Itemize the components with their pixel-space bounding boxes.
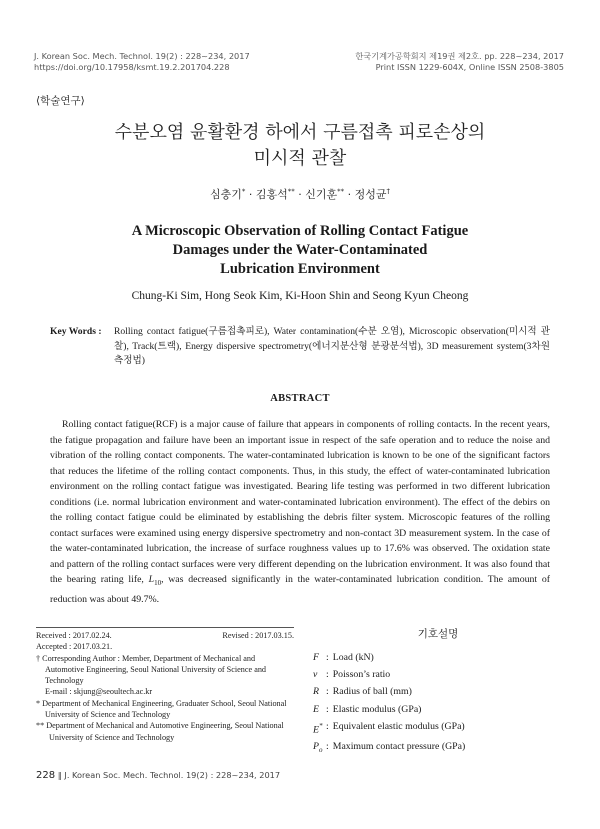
symbol-separator: : [326,652,329,663]
symbol-subscript: o [318,746,323,755]
symbol: E [313,703,319,715]
author-separator: · [248,188,253,201]
english-authors: Chung-Ki Sim, Hong Seok Kim, Ki-Hoon Shin and Seong Kyun Cheong [131,290,469,302]
received-date: Received : 2017.02.24. [36,631,112,640]
symbol-description: Elastic modulus (GPa) [332,703,422,715]
affiliation-2: ** Department of Mechanical and Automotive Engineering, Seoul National University of Science and Technology [36,721,284,742]
nomenclature-heading: 기호설명 [417,628,459,640]
abstract-body [50,417,550,608]
symbol-superscript: * [318,721,323,730]
author-mark: ** [337,187,345,196]
abstract-heading: ABSTRACT [270,393,330,404]
journal-citation-korean: 한국기계가공학회지 제19권 제2호. pp. 228~234, 2017 [355,51,564,61]
page-number: 228 [36,770,56,781]
symbol-separator: : [326,741,329,753]
keywords-label: Key Words : [50,326,102,337]
footnotes [36,630,294,743]
footnote-divider [36,627,294,628]
journal-citation: J. Korean Soc. Mech. Technol. 19(2) : 228~234, 2017 [34,51,250,61]
symbol [313,718,326,738]
symbol-description: Radius of ball (mm) [332,686,412,698]
korean-title-line1: 수분오염 윤활환경 하에서 구름접촉 피로손상의 [114,122,486,143]
rating-life-subscript: 10 [154,579,162,588]
korean-title-line2: 미시적 관찰 [253,148,347,169]
email[interactable]: E-mail : skjung@seoultech.ac.kr [45,687,153,697]
author-mark: * [241,187,246,196]
author-mark: † [386,187,391,196]
symbol-description: Maximum contact pressure (GPa) [332,741,466,753]
symbol-description: Load (kN) [332,652,374,663]
nomenclature-item [313,683,573,700]
symbol-separator: : [326,669,329,681]
affiliation-1: * Department of Mechanical Engineering, Graduater School, Seoul National University of Science and Technology [36,698,287,720]
nomenclature-item [313,649,573,666]
revised-date: Revised : 2017.03.15. [222,631,294,640]
rating-life-symbol: L [148,574,155,586]
author-name: 김홍석 [255,188,288,201]
keywords-text: Rolling contact fatigue(구름접촉피로), Water contamination(수분 오염), Microscopic observation(미시적 관찰), Track(트랙), Energy dispersive spectrometry(에너지분산형 분광분석법), 3D measurement system(3차원 측정법) [114,326,550,367]
keywords-block [50,325,550,369]
author-separator: · [298,188,302,201]
page-footer [36,770,280,781]
symbol: ν [313,669,318,681]
footer-separator: ‖ [57,770,62,780]
symbol-base: P [313,741,319,753]
symbol-separator: : [326,686,329,698]
abstract-text-end: , was decreased significantly in the water-contaminated lubrication condition. The amount of reduction was about 49.7%. [50,574,550,605]
author-name: 심충기 [209,188,242,201]
korean-authors [0,186,600,202]
author-mark: ** [287,187,295,196]
english-title-line1: A Microscopic Observation of Rolling Contact Fatigue [131,223,469,239]
nomenclature-item [313,666,573,683]
korean-title [0,120,600,172]
symbol-separator: : [326,720,329,732]
article-category: ⟨학술연구⟩ [36,95,85,107]
author-separator: · [347,188,352,201]
symbol-separator: : [326,703,329,715]
author-name: 정성균 [354,188,387,201]
corresponding-author: † Corresponding Author : Member, Department of Mechanical and Automotive Engineering, Seoul National University of Science and Technology [36,653,267,686]
english-title-line3: Lubrication Environment [220,261,380,277]
nomenclature-item [313,701,573,718]
footer-citation: J. Korean Soc. Mech. Technol. 19(2) : 228~234, 2017 [64,770,281,780]
english-title [0,222,600,279]
issn-info: Print ISSN 1229-604X, Online ISSN 2508-3805 [375,62,564,72]
english-title-line2: Damages under the Water-Contaminated [172,242,428,258]
nomenclature-item [313,738,573,759]
nomenclature-item [313,718,573,738]
nomenclature-list [313,649,573,759]
symbol: R [313,686,319,698]
running-header-right [355,51,564,73]
received-revised-row [36,630,294,641]
symbol: F [313,652,319,663]
symbol [313,738,326,759]
author-name: 신기훈 [305,188,338,201]
abstract-text: Rolling contact fatigue(RCF) is a major cause of failure that appears in components of rolling contacts. In the recent years, the fatigue propagation and failure have been an important issue in respect of the safe operation and to reduce the noise and vibration of the rolling contact components. The water-contaminated lubrication is known to be one of the significant factors that reduces the lifetime of the rolling contact components. Thus, in this study, the effect of water-contaminated lubrication environment on the rolling contact fatigue was investigated. Bearing life testing was performed in two different lubrication conditions (i.e. normal lubrication environment and water-contaminated lubrication environment). The effect of the debirs on the rolling contact fatigue could be eliminated by establishing the debris filter system. Microscopic features of the rolling contact surfaces were examined using energy dispersive spectrometry and non-contact 3D measurement system. In the case of the water-contaminated lubrication, the increase of surface roughness values up to 17.6% was observed. The oxidation state and pattern of the rolling contact surfaces were very different depending on the lubrication environment. It was also found that the bearing rating life, [50,419,550,586]
running-header-left [34,51,250,73]
symbol-base: E [313,724,319,736]
doi-link[interactable]: https://doi.org/10.17958/ksmt.19.2.201704.228 [34,62,230,72]
symbol-description: Poisson’s ratio [332,669,391,681]
symbol-description: Equivalent elastic modulus (GPa) [332,720,465,732]
accepted-date: Accepted : 2017.03.21. [36,642,113,652]
